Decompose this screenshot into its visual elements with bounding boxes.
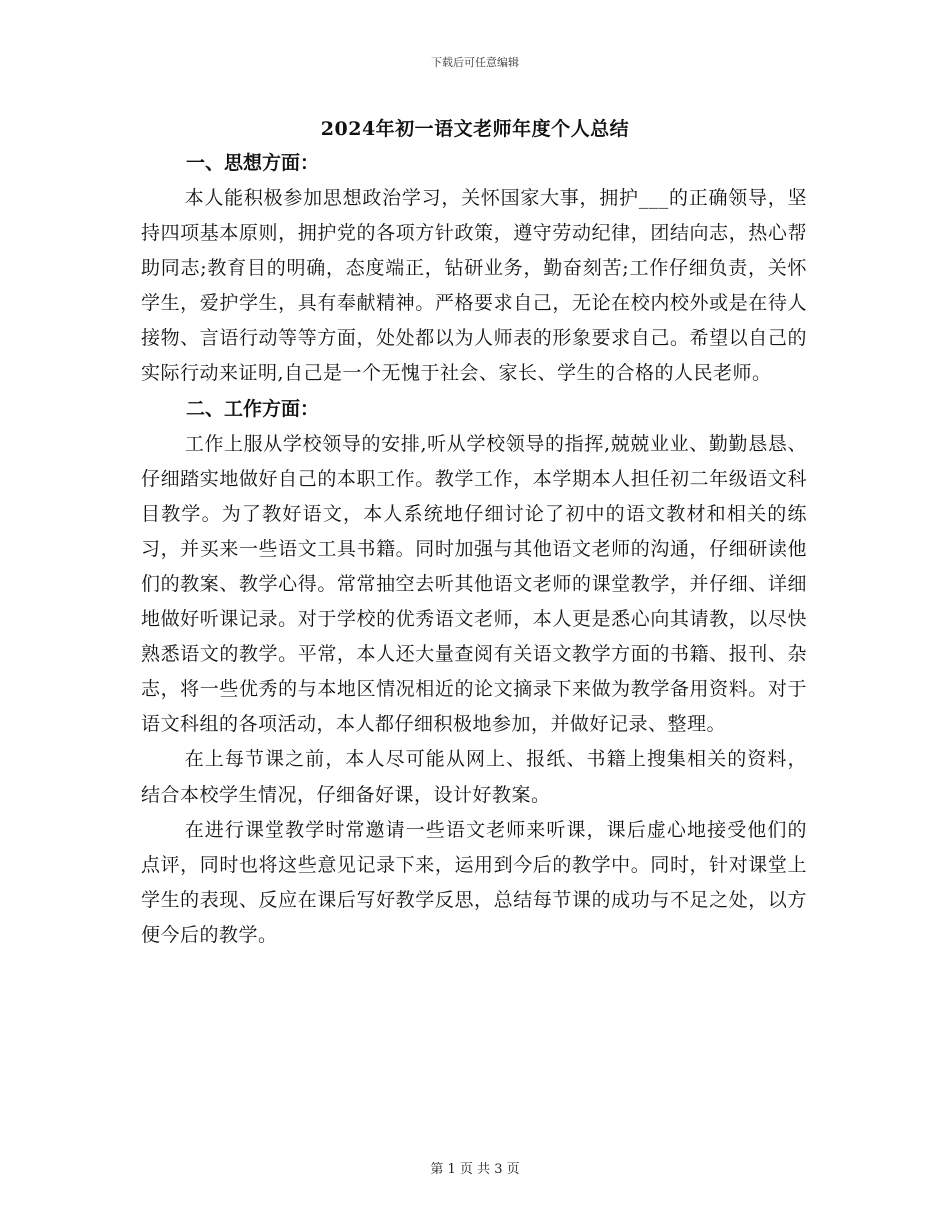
paragraph: 工作上服从学校领导的安排,听从学校领导的指挥,兢兢业业、勤勤恳恳、仔细踏实地做好自己的本职工作。教学工作，本学期本人担任初二年级语文科目教学。为了教好语文，本人系统地仔细讨论了初中的语文教材和相关的练习，并买来一些语文工具书籍。同时加强与其他语文老师的沟通，仔细研读他们的教案、教学心得。常常抽空去听其他语文老师的课堂教学，并仔细、详细地做好听课记录。对于学校的优秀语文老师，本人更是悉心向其请教，以尽快熟悉语文的教学。平常，本人还大量查阅有关语文教学方面的书籍、报刊、杂志，将一些优秀的与本地区情况相近的论文摘录下来做为教学备用资料。对于语文科组的各项活动，本人都仔细积极地参加，并做好记录、整理。 bbox=[141, 432, 807, 736]
paragraph: 在进行课堂教学时常邀请一些语文老师来听课，课后虚心地接受他们的点评，同时也将这些意见记录下来，运用到今后的教学中。同时，针对课堂上学生的表现、反应在课后写好教学反思，总结每节课的成功与不足之处，以方便今后的教学。 bbox=[141, 818, 807, 946]
section-work bbox=[141, 392, 807, 953]
page-number-footer: 第 1 页 共 3 页 bbox=[430, 1162, 520, 1177]
section-thought bbox=[141, 146, 807, 392]
document-body bbox=[141, 146, 807, 953]
paragraph: 本人能积极参加思想政治学习，关怀国家大事，拥护___的正确领导，坚持四项基本原则，拥护党的各项方针政策，遵守劳动纪律，团结向志，热心帮助同志;教育目的明确，态度端正，钻研业务，勤奋刻苦;工作仔细负责，关怀学生，爱护学生，具有奉献精神。严格要求自己，无论在校内校外或是在待人接物、言语行动等等方面，处处都以为人师表的形象要求自己。希望以自己的实际行动来证明,自己是一个无愧于社会、家长、学生的合格的人民老师。 bbox=[141, 187, 807, 385]
document-title: 2024年初一语文老师年度个人总结 bbox=[320, 118, 630, 140]
header-note: 下载后可任意编辑 bbox=[431, 56, 519, 69]
section-heading: 一、思想方面： bbox=[186, 152, 320, 174]
section-heading: 二、工作方面： bbox=[186, 397, 320, 420]
paragraph: 在上每节课之前，本人尽可能从网上、报纸、书籍上搜集相关的资料，结合本校学生情况，仔细备好课，设计好教案。 bbox=[141, 748, 807, 806]
